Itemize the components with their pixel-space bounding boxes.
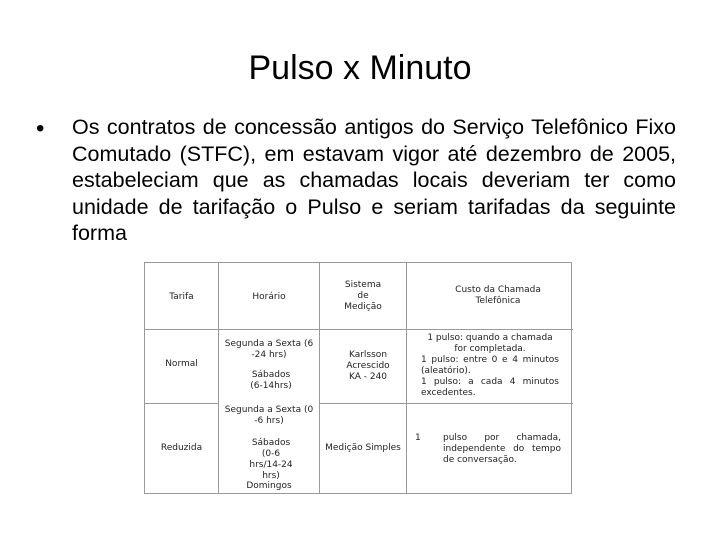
table-divider	[406, 263, 407, 493]
custo-normal-3: 1 pulso: a cada 4 minutos excedentes.	[421, 377, 559, 398]
table-divider	[319, 403, 573, 404]
header-horario: Horário	[252, 292, 286, 302]
sistema-normal: Karlsson Acrescido KA - 240	[346, 350, 390, 382]
tariff-table	[144, 262, 572, 494]
sistema-reduzida: Medição Simples	[325, 443, 401, 453]
header-custo: Custo da Chamada Telefônica	[455, 285, 541, 306]
custo-normal-1: 1 pulso: quando a chamada for completada.	[427, 333, 553, 354]
slide-title: Pulso x Minuto	[248, 49, 472, 87]
horario-reduzida-weekday: Segunda a Sexta (0 -6 hrs)	[224, 405, 314, 426]
bullet-marker: •	[36, 115, 45, 142]
horario-normal-weekday: Segunda a Sexta (6 -24 hrs)	[224, 339, 314, 360]
table-divider	[145, 329, 573, 330]
header-sistema: Sistema de Medição	[344, 280, 382, 312]
custo-reduzida: pulso por chamada, independente do tempo de conversação.	[443, 433, 561, 465]
horario-normal-saturday: Sábados (6-14hrs)	[250, 370, 292, 391]
horario-reduzida-saturday: Sábados (0-6 hrs/14-24 hrs)	[249, 438, 293, 481]
custo-normal-2: 1 pulso: entre 0 e 4 minutos (aleatório).	[421, 355, 559, 376]
custo-reduzida-number: 1	[415, 433, 421, 443]
table-divider	[145, 403, 218, 404]
tarifa-normal: Normal	[165, 359, 198, 369]
header-tarifa: Tarifa	[169, 292, 194, 302]
table-divider	[319, 263, 320, 493]
tarifa-reduzida: Reduzida	[160, 443, 203, 453]
horario-reduzida-sunday: Domingos	[246, 481, 292, 491]
bullet-text: Os contratos de concessão antigos do Serviço Telefônico Fixo Comutado (STFC), em estavam vigor até dezembro de 2005, estabeleciam que as chamadas locais deveriam ter como unidade de tarifação o Pulso e seriam tarifadas da seguinte forma	[72, 115, 676, 245]
